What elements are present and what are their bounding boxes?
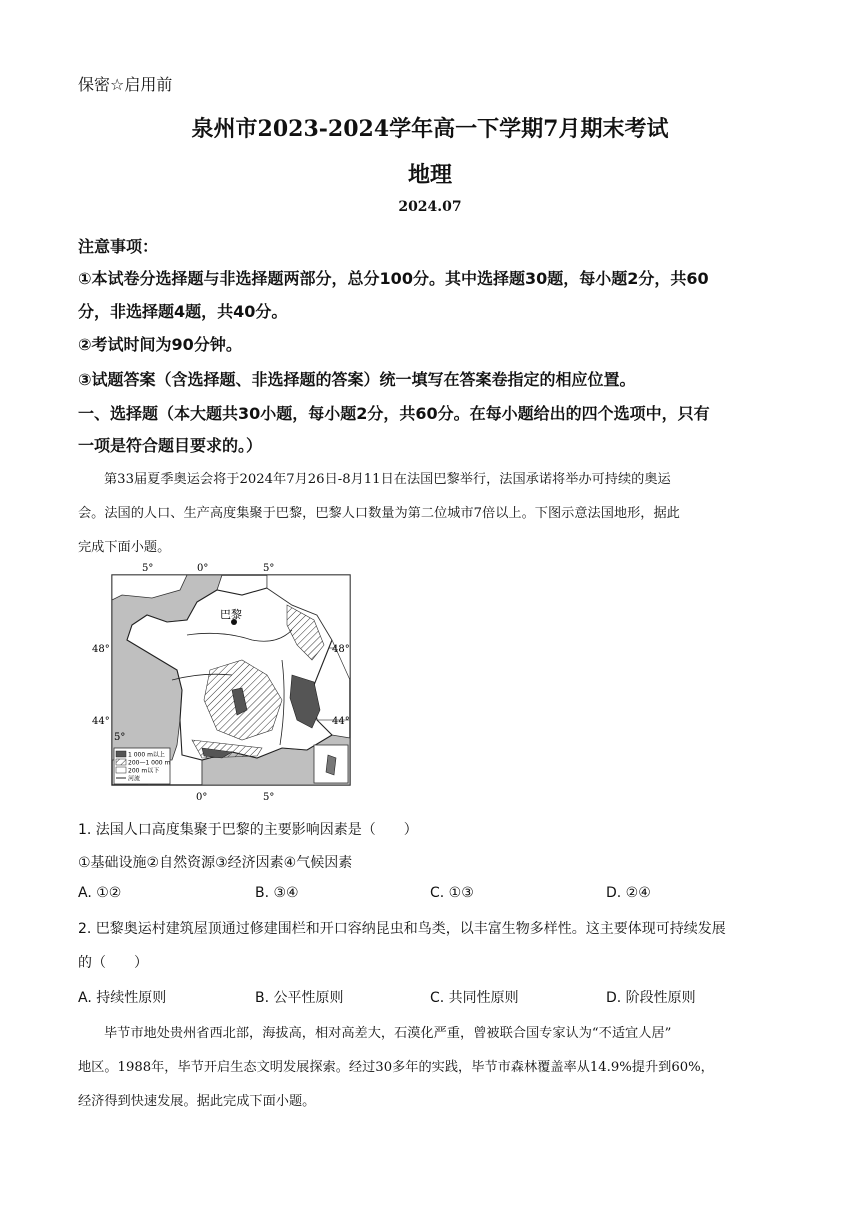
notice-item-3: ③试题答案（含选择题、非选择题的答案）统一填写在答案卷指定的相应位置。 [78, 370, 636, 389]
paris-label: 巴黎 [220, 608, 242, 621]
q2-option-a[interactable]: A. 持续性原则 [78, 990, 167, 1006]
lon-label-bottom-1: 0° [196, 792, 208, 803]
lon-label-top-3: 5° [263, 563, 275, 574]
secret-label: 保密☆启用前 [78, 75, 173, 94]
lat-label-right-44: 44° [332, 716, 350, 727]
lon-label-top-1: 5° [142, 563, 154, 574]
subject-title: 地理 [407, 162, 452, 188]
lon-label-inner: 5° [114, 732, 126, 743]
question-1-choices: ①基础设施②自然资源③经济因素④气候因素 [78, 855, 353, 871]
lat-label-right-48: 48° [332, 644, 350, 655]
q2-option-d[interactable]: D. 阶段性原则 [606, 990, 696, 1006]
lon-label-bottom-2: 5° [263, 792, 275, 803]
passage-1-line-3: 完成下面小题。 [78, 540, 171, 555]
q2-option-b[interactable]: B. 公平性原则 [255, 990, 344, 1006]
passage-2-line-1: 毕节市地处贵州省西北部，海拔高，相对高差大，石漠化严重，曾被联合国专家认为“不适宜人居” [104, 1026, 672, 1041]
notice-item-1-cont: 分，非选择题4题，共40分。 [78, 302, 288, 321]
passage-2-line-2: 地区。1988年，毕节开启生态文明发展探索。经过30多年的实践，毕节市森林覆盖率从14.9%提升到60%， [78, 1060, 714, 1075]
q1-option-b[interactable]: B. ③④ [255, 885, 299, 901]
passage-1-line-1: 第33届夏季奥运会将于2024年7月26日-8月11日在法国巴黎举行，法国承诺将举办可持续的奥运 [104, 472, 671, 487]
q1-option-a[interactable]: A. ①② [78, 885, 122, 901]
notice-item-2: ②考试时间为90分钟。 [78, 335, 242, 354]
question-1-stem: 1. 法国人口高度集聚于巴黎的主要影响因素是（ ） [78, 822, 418, 838]
q1-option-d[interactable]: D. ②④ [606, 885, 651, 901]
exam-date: 2024.07 [398, 199, 462, 215]
notice-item-1: ①本试卷分选择题与非选择题两部分，总分100分。其中选择题30题，每小题2分，共60 [78, 269, 709, 288]
legend-high: 1 000 m以上 [128, 751, 165, 759]
lat-label-left-48: 48° [92, 644, 110, 655]
legend-mid: 200—1 000 m [128, 759, 171, 767]
legend-river: 河流 [128, 775, 141, 783]
section-heading-cont: 一项是符合题目要求的。） [78, 436, 263, 455]
lon-label-top-2: 0° [197, 563, 209, 574]
exam-title: 泉州市2023-2024学年高一下学期7月期末考试 [191, 116, 669, 142]
question-2-stem-cont: 的（ ） [78, 955, 148, 971]
notice-heading: 注意事项： [78, 237, 159, 256]
passage-1-line-2: 会。法国的人口、生产高度集聚于巴黎，巴黎人口数量为第二位城市7倍以上。下图示意法国地形，据此 [78, 506, 680, 521]
lat-label-left-44: 44° [92, 716, 110, 727]
q1-option-c[interactable]: C. ①③ [430, 885, 474, 901]
q2-option-c[interactable]: C. 共同性原则 [430, 990, 519, 1006]
question-2-stem: 2. 巴黎奥运村建筑屋顶通过修建围栏和开口容纳昆虫和鸟类，以丰富生物多样性。这主要体现可持续发展 [78, 921, 726, 937]
section-heading: 一、选择题（本大题共30小题，每小题2分，共60分。在每小题给出的四个选项中，只有 [78, 404, 710, 423]
passage-2-line-3: 经济得到快速发展。据此完成下面小题。 [78, 1094, 316, 1109]
france-terrain-map [92, 560, 367, 805]
legend-low: 200 m以下 [128, 767, 160, 775]
